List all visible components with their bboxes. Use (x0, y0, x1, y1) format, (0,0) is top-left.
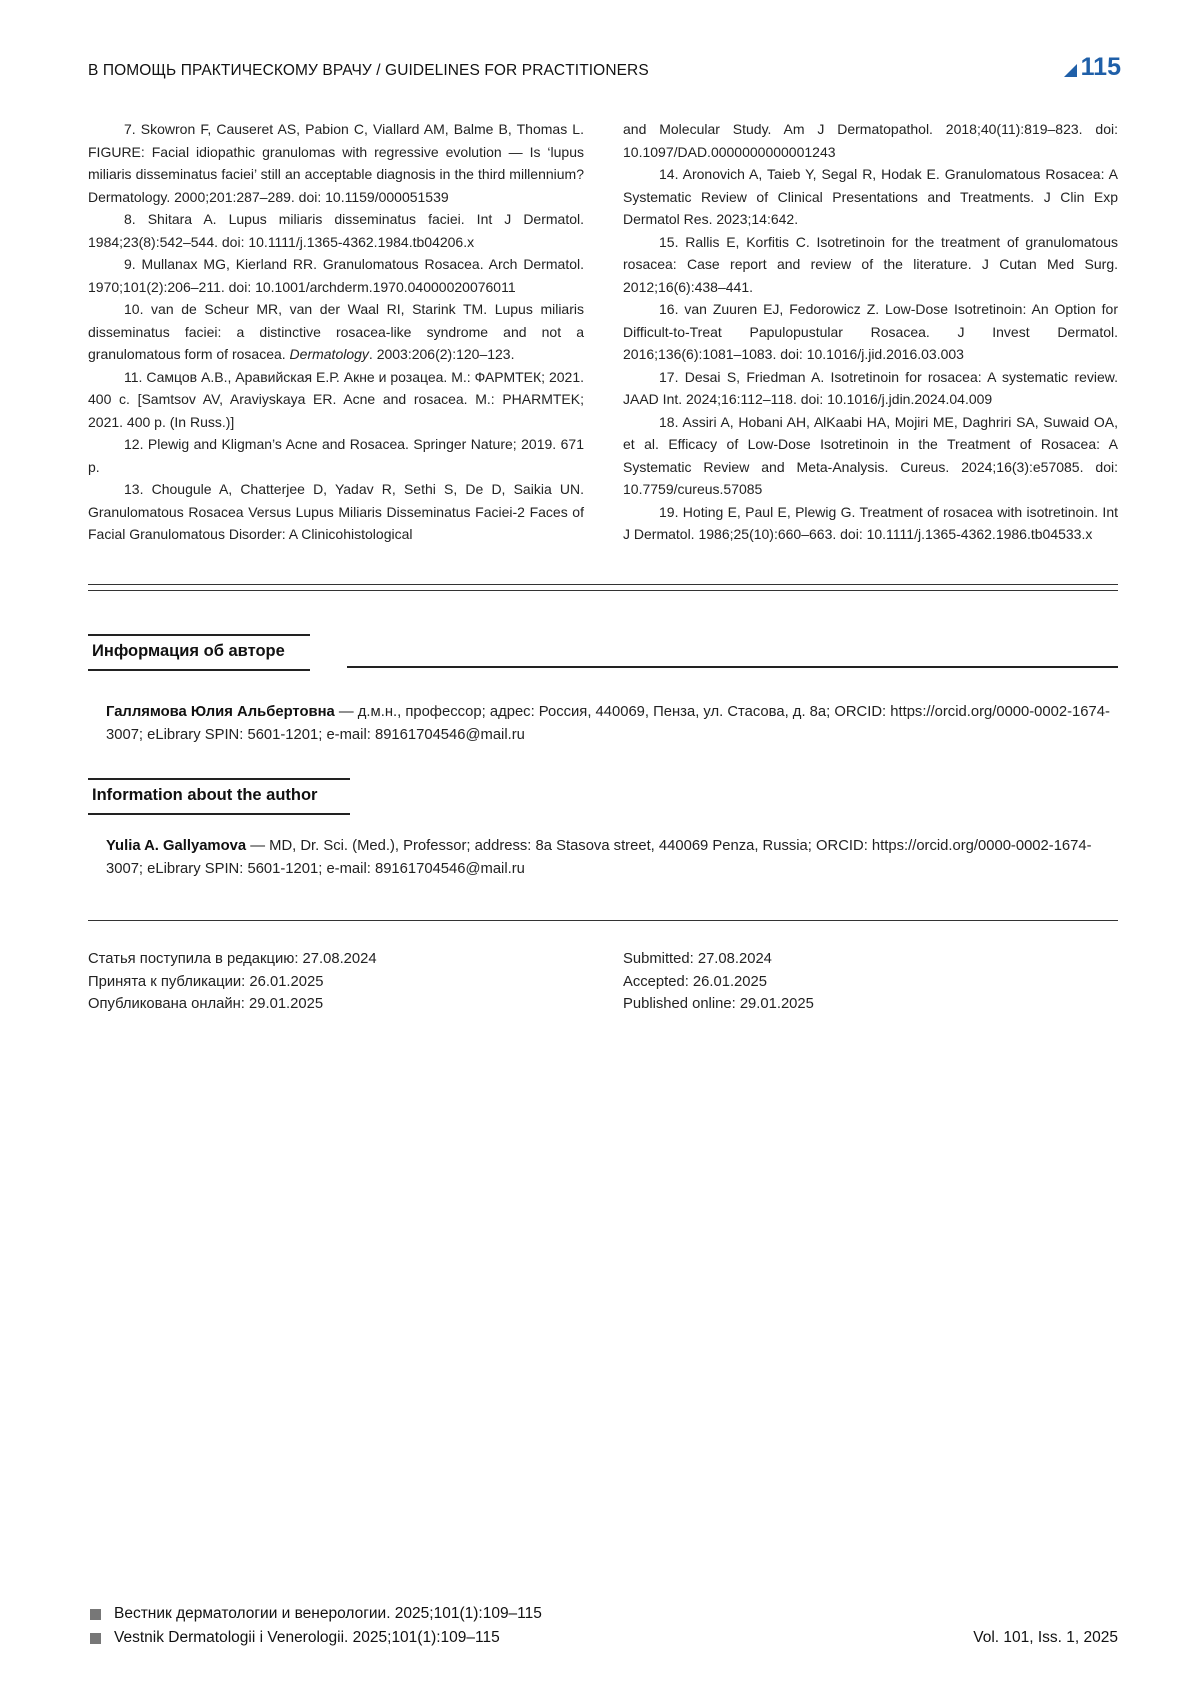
author-details-en: — MD, Dr. Sci. (Med.), Professor; address: 8a Stasova street, 440069 Penza, Russia; ORCID: https://orcid.org/0000-0002-1674-3007; eLibrary SPIN: 5601-1201; e-mail: 89161704546@mail.ru (106, 838, 1092, 877)
reference-10-text: 10. van de Scheur MR, van der Waal RI, Starink TM. Lupus miliaris disseminatus faciei: a distinctive rosacea-like syndrome and not a granulomatous form of rosacea. (88, 301, 584, 362)
footer-citation-ru (90, 1605, 542, 1623)
reference-19: 19. Hoting E, Paul E, Plewig G. Treatment of rosacea with isotretinoin. Int J Dermatol. 1986;25(10):660–663. doi: 10.1111/j.1365-4362.1986.tb04533.x (623, 503, 1118, 542)
references-left-column (88, 118, 584, 546)
date-published-en: Published online: 29.01.2025 (623, 996, 814, 1012)
author-name-ru: Галлямова Юлия Альбертовна (106, 704, 335, 720)
section-divider-bottom (88, 590, 1118, 591)
square-bullet-icon (90, 1633, 101, 1644)
date-accepted-ru: Принята к публикации: 26.01.2025 (88, 973, 324, 990)
triangle-marker-icon (1064, 64, 1077, 77)
date-accepted-en: Accepted: 26.01.2025 (623, 973, 767, 990)
reference-11: 11. Самцов А.В., Аравийская Е.Р. Акне и розацеа. М.: ФАРМТЕК; 2021. 400 с. [Samtsov AV, Araviyskaya ER. Acne and rosacea. M.: PHARMTEK; 2021. 400 p. (In Russ.)] (88, 368, 584, 430)
footer-volume: Vol. 101, Iss. 1, 2025 (973, 1629, 1118, 1646)
running-header: В ПОМОЩЬ ПРАКТИЧЕСКОМУ ВРАЧУ / GUIDELINES FOR PRACTITIONERS (88, 62, 649, 79)
author-details-ru: — д.м.н., профессор; адрес: Россия, 440069, Пенза, ул. Стасова, д. 8а; ORCID: https://orcid.org/0000-0002-1674-3007; eLibrary SPIN: 5601-1201; e-mail: 89161704546@mail.ru (106, 704, 1110, 743)
reference-16: 16. van Zuuren EJ, Fedorowicz Z. Low-Dose Isotretinoin: An Option for Difficult-to-Treat Papulopustular Rosacea. J Invest Dermatol. 2016;136(6):1081–1083. doi: 10.1016/j.jid.2016.03.003 (623, 301, 1118, 362)
heading-rule (347, 666, 1118, 668)
reference-10 (88, 298, 584, 366)
author-info-en (106, 835, 1116, 881)
reference-18: 18. Assiri A, Hobani AH, AlKaabi HA, Mojiri ME, Daghriri SA, Suwaid OA, et al. Efficacy of Low-Dose Isotretinoin in the Treatment of Rosacea: A Systematic Review and Meta-Analysis. Cureus. 2024;16(3):e57085. doi: 10.7759/cureus.57085 (623, 413, 1118, 497)
reference-13-continuation: and Molecular Study. Am J Dermatopathol. 2018;40(11):819–823. doi: 10.1097/DAD.0000000000001243 (623, 121, 1118, 160)
reference-8: 8. Shitara A. Lupus miliaris disseminatus faciei. Int J Dermatol. 1984;23(8):542–544. doi: 10.1111/j.1365-4362.1984.tb04206.x (88, 211, 584, 250)
page-number-group (1064, 53, 1121, 82)
author-info-ru (106, 701, 1116, 747)
footer-citation-ru-text: Вестник дерматологии и венерологии. 2025;101(1):109–115 (114, 1605, 542, 1622)
reference-10-journal: Dermatology (289, 346, 369, 362)
reference-9: 9. Mullanax MG, Kierland RR. Granulomatous Rosacea. Arch Dermatol. 1970;101(2):206–211. doi: 10.1001/archderm.1970.04000020076011 (88, 256, 584, 295)
date-published-ru: Опубликована онлайн: 29.01.2025 (88, 996, 324, 1012)
author-info-heading-en: Information about the author (88, 778, 350, 815)
square-bullet-icon (90, 1609, 101, 1620)
section-divider-top (88, 584, 1118, 585)
reference-13: 13. Chougule A, Chatterjee D, Yadav R, Sethi S, De D, Saikia UN. Granulomatous Rosacea Versus Lupus Miliaris Disseminatus Faciei-2 Faces of Facial Granulomatous Disorder: A Clinicohistological (88, 481, 584, 542)
author-info-heading-ru: Информация об авторе (88, 634, 310, 671)
references-right-column (623, 118, 1118, 546)
reference-12: 12. Plewig and Kligman’s Acne and Rosacea. Springer Nature; 2019. 671 p. (88, 436, 584, 475)
date-submitted-ru: Статья поступила в редакцию: 27.08.2024 (88, 951, 377, 967)
author-name-en: Yulia A. Gallyamova (106, 838, 247, 854)
reference-17: 17. Desai S, Friedman A. Isotretinoin for rosacea: A systematic review. JAAD Int. 2024;16:112–118. doi: 10.1016/j.jdin.2024.04.009 (623, 368, 1118, 407)
reference-10-tail: . 2003:206(2):120–123. (368, 346, 515, 362)
footer-citation-en (90, 1629, 500, 1647)
footer-citation-en-text: Vestnik Dermatologii i Venerologii. 2025;101(1):109–115 (114, 1629, 500, 1646)
reference-15: 15. Rallis E, Korfitis C. Isotretinoin for the treatment of granulomatous rosacea: Case report and review of the literature. J Cutan Med Surg. 2012;16(6):438–441. (623, 233, 1118, 295)
reference-14: 14. Aronovich A, Taieb Y, Segal R, Hodak E. Granulomatous Rosacea: A Systematic Review of Clinical Presentations and Treatments. J Clin Exp Dermatol Res. 2023;14:642. (623, 166, 1118, 227)
dates-ru (88, 948, 377, 1016)
reference-7: 7. Skowron F, Causeret AS, Pabion C, Viallard AM, Balme B, Thomas L. FIGURE: Facial idiopathic granulomas with regressive evolution — Is ‘lupus miliaris disseminatus faciei’ still an acceptable diagnosis in the third millennium? Dermatology. 2000;201:287–289. doi: 10.1159/000051539 (88, 121, 584, 205)
dates-en (623, 948, 814, 1016)
page-number: 115 (1080, 53, 1121, 81)
date-submitted-en: Submitted: 27.08.2024 (623, 951, 772, 967)
dates-divider (88, 920, 1118, 921)
